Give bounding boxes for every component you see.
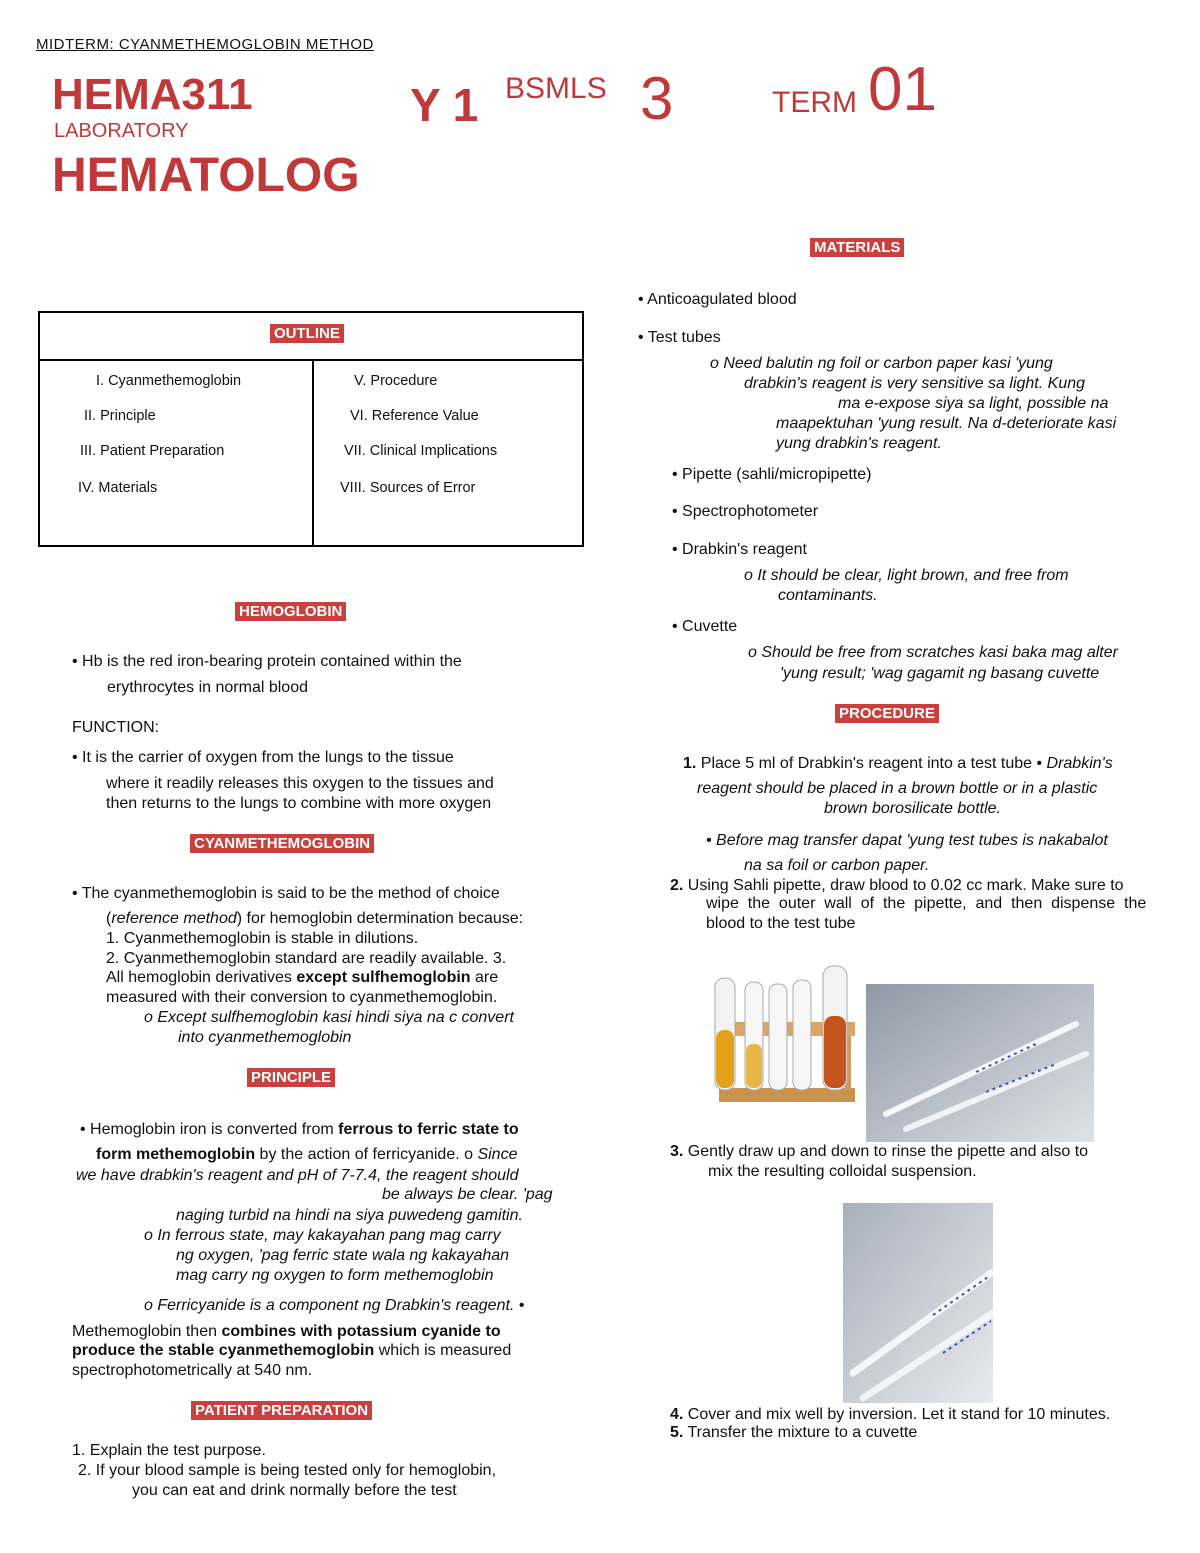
procedure-step-line: blood to the test tube [706, 915, 856, 932]
procedure-note: • Before mag transfer dapat 'yung test tubes is nakabalot [706, 832, 1108, 849]
hemoglobin-line: • Hb is the red iron-bearing protein contained within the [72, 653, 462, 670]
outline-item: IV. Materials [78, 480, 158, 496]
year-label: Y 1 [410, 79, 479, 131]
program-number: 3 [640, 65, 674, 132]
principle-line: produce the stable cyanmethemoglobin which is measured [72, 1342, 512, 1359]
principle-line: form methemoglobin by the action of ferricyanide. o Since [96, 1146, 518, 1163]
outline-item: VII. Clinical Implications [344, 443, 498, 459]
procedure-note: brown borosilicate bottle. [824, 800, 1001, 817]
program-label: BSMLS [505, 72, 607, 105]
material-note: drabkin's reagent is very sensitive sa light. Kung [744, 375, 1086, 392]
term-number: 01 [868, 55, 937, 124]
cyan-line: • The cyanmethemoglobin is said to be the method of choice [72, 885, 500, 902]
material-note: o It should be clear, light brown, and free from [744, 567, 1069, 584]
material-note: 'yung result; 'wag gagamit ng basang cuvette [780, 665, 1100, 682]
procedure-step-line: mix the resulting colloidal suspension. [708, 1163, 977, 1180]
outline-box [38, 311, 584, 547]
cyan-line: (reference method) for hemoglobin determination because: [106, 910, 524, 927]
outline-item: III. Patient Preparation [80, 443, 225, 459]
course-name: HEMATOLOG [52, 149, 360, 202]
cyan-line: 2. Cyanmethemoglobin standard are readily available. 3. [106, 950, 507, 967]
material-item: • Anticoagulated blood [638, 291, 797, 308]
material-note: o Need balutin ng foil or carbon paper kasi 'yung [710, 355, 1053, 372]
outline-header [40, 313, 582, 361]
procedure-step: 2. Using Sahli pipette, draw blood to 0.02 cc mark. Make sure to [670, 877, 1124, 894]
course-subtitle: LABORATORY [54, 120, 189, 142]
section-title-cyanmethemoglobin: CYANMETHEMOGLOBIN [190, 834, 374, 853]
procedure-step: 5. Transfer the mixture to a cuvette [670, 1424, 918, 1441]
material-item: • Test tubes [638, 329, 721, 346]
material-note: contaminants. [778, 587, 878, 604]
outline-item: VI. Reference Value [350, 408, 479, 424]
principle-line: we have drabkin's reagent and pH of 7-7.4, the reagent should [76, 1167, 519, 1184]
cyan-line: 1. Cyanmethemoglobin is stable in dilutions. [106, 930, 419, 947]
principle-line: o Ferricyanide is a component ng Drabkin's reagent. • [144, 1297, 525, 1314]
material-item: • Cuvette [672, 618, 738, 635]
principle-line: • Hemoglobin iron is converted from ferrous to ferric state to [80, 1121, 519, 1138]
function-line: • It is the carrier of oxygen from the lungs to the tissue [72, 749, 454, 766]
material-item: • Spectrophotometer [672, 503, 819, 520]
section-title-procedure: PROCEDURE [835, 704, 939, 723]
section-title-materials: MATERIALS [810, 238, 904, 257]
course-code: HEMA311 [52, 70, 253, 119]
section-title-patient-preparation: PATIENT PREPARATION [191, 1401, 372, 1420]
pipette-closeup-photo [843, 1203, 993, 1403]
material-note: yung drabkin's reagent. [776, 435, 942, 452]
principle-line: ng oxygen, 'pag ferric state wala ng kakayahan [176, 1247, 510, 1264]
function-label: FUNCTION: [72, 719, 160, 736]
cyan-line: into cyanmethemoglobin [178, 1029, 352, 1046]
outline-item: V. Procedure [354, 373, 438, 389]
test-tubes-photo [705, 960, 857, 1110]
term-label: TERM [772, 86, 857, 119]
section-title-principle: PRINCIPLE [247, 1068, 335, 1087]
function-line: where it readily releases this oxygen to the tissues and [106, 775, 494, 792]
principle-line: spectrophotometrically at 540 nm. [72, 1362, 313, 1379]
procedure-step: 3. Gently draw up and down to rinse the pipette and also to [670, 1143, 1089, 1160]
procedure-step-line: wipe the outer wall of the pipette, and then dispense the [706, 895, 1147, 912]
outline-title: OUTLINE [270, 324, 344, 343]
material-note: ma e-expose siya sa light, possible na [838, 395, 1109, 412]
principle-line: mag carry ng oxygen to form methemoglobin [176, 1267, 494, 1284]
cyan-line: All hemoglobin derivatives except sulfhemoglobin are [106, 969, 499, 986]
patient-line: 2. If your blood sample is being tested only for hemoglobin, [78, 1462, 497, 1479]
document-header-line: MIDTERM: CYANMETHEMOGLOBIN METHOD [36, 36, 374, 53]
procedure-step: 4. Cover and mix well by inversion. Let it stand for 10 minutes. [670, 1406, 1111, 1423]
principle-line: naging turbid na hindi na siya puwedeng gamitin. [176, 1207, 523, 1224]
procedure-step: 1. Place 5 ml of Drabkin's reagent into a test tube • Drabkin's [683, 755, 1113, 772]
patient-line: you can eat and drink normally before the test [132, 1482, 457, 1499]
function-line: then returns to the lungs to combine with more oxygen [106, 795, 492, 812]
outline-item: II. Principle [84, 408, 156, 424]
outline-item: I. Cyanmethemoglobin [96, 373, 242, 389]
material-note: o Should be free from scratches kasi baka mag alter [748, 644, 1118, 661]
outline-divider [312, 361, 314, 545]
section-title-hemoglobin: HEMOGLOBIN [235, 602, 346, 621]
cyan-line: o Except sulfhemoglobin kasi hindi siya na c convert [144, 1009, 514, 1026]
principle-line: o In ferrous state, may kakayahan pang mag carry [144, 1227, 501, 1244]
procedure-note: na sa foil or carbon paper. [744, 857, 930, 874]
patient-line: 1. Explain the test purpose. [72, 1442, 266, 1459]
procedure-note: reagent should be placed in a brown bottle or in a plastic [697, 780, 1098, 797]
principle-line: Methemoglobin then combines with potassium cyanide to [72, 1323, 501, 1340]
outline-item: VIII. Sources of Error [340, 480, 476, 496]
pipettes-photo [866, 984, 1094, 1142]
material-note: maapektuhan 'yung result. Na d-deteriorate kasi [776, 415, 1117, 432]
hemoglobin-line: erythrocytes in normal blood [107, 679, 308, 696]
principle-line: be always be clear. 'pag [382, 1186, 553, 1203]
material-item: • Drabkin's reagent [672, 541, 807, 558]
cyan-line: measured with their conversion to cyanmethemoglobin. [106, 989, 498, 1006]
material-item: • Pipette (sahli/micropipette) [672, 466, 872, 483]
